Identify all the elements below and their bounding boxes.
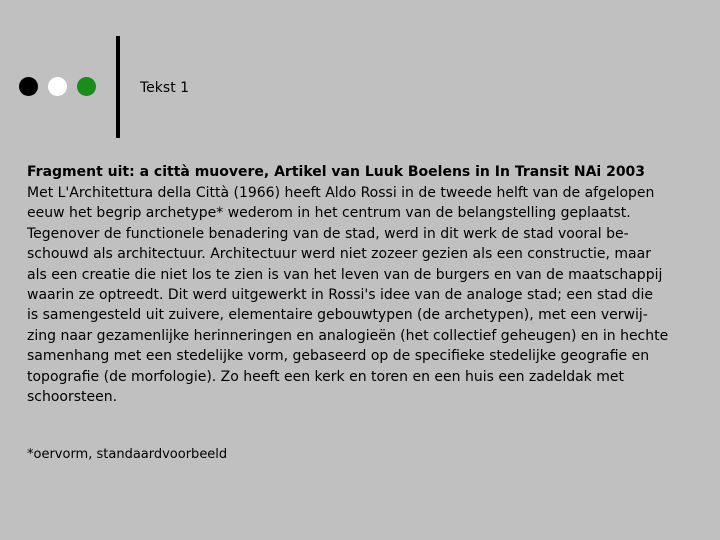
article-heading: Fragment uit: a città muovere, Artikel van Luuk Boelens in In Transit NAi 2003 (27, 164, 646, 180)
text-line: als een creatie die niet los te zien is van het leven van de burgers en van de maatschappij (27, 266, 663, 283)
footnote: *oervorm, standaardvoorbeeld (27, 447, 228, 462)
green-dot-icon (77, 77, 96, 96)
text-line: zing naar gezamenlijke herinneringen en analogieën (het collectief geheugen) en in hechte (27, 327, 669, 344)
black-dot-icon (19, 77, 38, 96)
text-line: topografie (de morfologie). Zo heeft een kerk en toren en een huis een zadeldak met (27, 368, 624, 385)
text-line: Met L'Architettura della Città (1966) heeft Aldo Rossi in de tweede helft van de afgelopen (27, 185, 655, 201)
text-line: Tegenover de functionele benadering van de stad, werd in dit werk de stad vooral be- (27, 225, 629, 242)
text-line: schouwd als architectuur. Architectuur werd niet zozeer gezien als een constructie, maar (27, 246, 651, 263)
text-line: eeuw het begrip archetype* wederom in het centrum van de belangstelling geplaatst. (27, 205, 631, 222)
vertical-divider (116, 36, 120, 138)
text-line: waarin ze optreedt. Dit werd uitgewerkt in Rossi's idee van de analoge stad; een stad die (27, 287, 654, 304)
white-dot-icon (48, 77, 67, 96)
decorative-dots (19, 77, 96, 96)
text-line: schoorsteen. (27, 389, 118, 406)
slide-title: Tekst 1 (140, 80, 190, 96)
article-body (27, 162, 697, 407)
text-line: samenhang met een stedelijke vorm, gebaseerd op de specifieke stedelijke geografie en (27, 348, 650, 365)
text-line: is samengesteld uit zuivere, elementaire gebouwtypen (de archetypen), met een verwij- (27, 307, 648, 324)
